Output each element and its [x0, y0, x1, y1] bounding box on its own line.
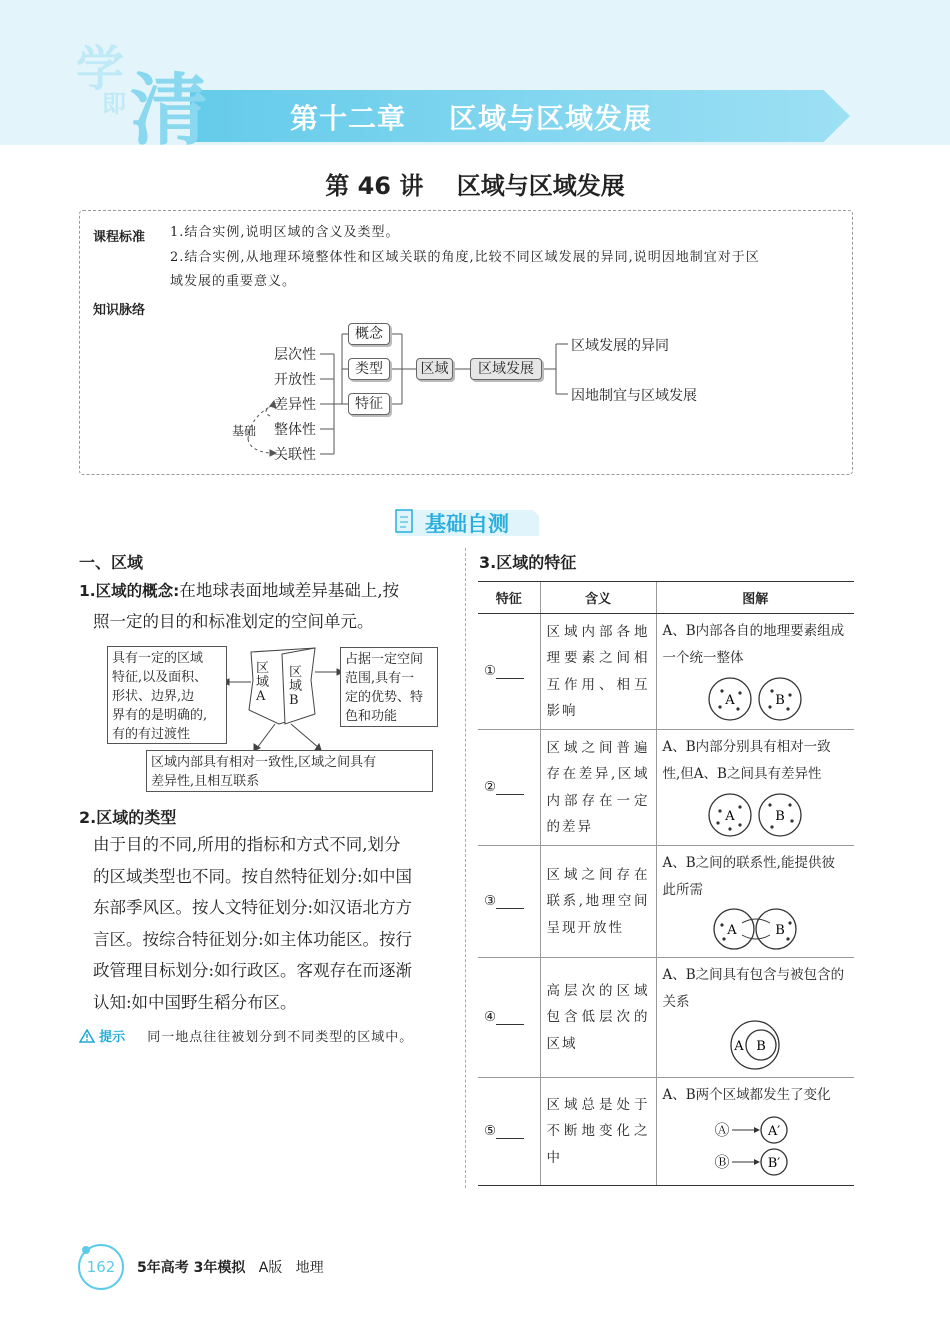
trait-correlation: 关联性	[274, 447, 316, 463]
illustration-text: A、B之间的联系性,能提供彼此所需	[662, 855, 835, 898]
concept-box-right	[340, 647, 438, 727]
mm-box-region: 区域	[416, 358, 453, 380]
outcome-similarity: 区域发展的异同	[571, 338, 669, 354]
illustration-text: A、B内部各自的地理要素组成一个统一整体	[662, 623, 845, 666]
illustration-text: A、B之间具有包含与被包含的关系	[662, 967, 845, 1010]
section-title-region: 一、区域	[79, 553, 144, 572]
table-row	[478, 730, 854, 846]
region-a-char: 区	[256, 661, 270, 676]
concept-box-bottom	[146, 750, 433, 792]
logo-char: 学	[76, 41, 125, 97]
header-meaning: 含义	[540, 582, 656, 614]
label-b: B	[775, 923, 786, 938]
course-standard-box	[79, 210, 853, 475]
box-line: 界有的是明确的,	[112, 708, 208, 723]
box-line: 有的有过渡性	[112, 727, 191, 742]
label-a: A	[725, 693, 735, 708]
box-line: 差异性,且相互联系	[151, 774, 260, 789]
box-line: 特征,以及面积、	[112, 670, 208, 685]
features-table	[478, 581, 854, 1186]
illustration-cell	[656, 846, 854, 958]
standard-item: 1.结合实例,说明区域的含义及类型。	[170, 225, 400, 240]
integrity-diagram	[700, 675, 810, 723]
table-row	[478, 958, 854, 1078]
label-b: B	[756, 1039, 767, 1054]
illustration-cell	[656, 730, 854, 846]
row-number: ②	[484, 779, 497, 796]
table-header	[478, 582, 854, 614]
footer-book: 5年高考 3年模拟	[137, 1260, 246, 1276]
answer-blank[interactable]	[496, 781, 524, 795]
types-line: 政管理目标划分:如行政区。客观存在而逐渐	[93, 961, 413, 980]
column-divider	[465, 548, 466, 1188]
meaning-cell: 区域之间普遍存在差异,区域内部存在一定的差异	[540, 730, 656, 846]
mindmap-lines	[80, 211, 854, 476]
row-number: ④	[484, 1009, 497, 1026]
box-line: 区域内部具有相对一致性,区域之间具有	[151, 755, 377, 770]
answer-blank[interactable]	[496, 1125, 524, 1139]
warning-icon	[79, 1029, 95, 1043]
meaning-cell: 高层次的区域包含低层次的区域	[540, 958, 656, 1078]
types-line: 的区域类型也不同。按自然特征划分:如中国	[93, 867, 413, 886]
section-banner-text: 基础自测	[425, 512, 509, 536]
change-diagram	[710, 1113, 800, 1179]
types-line: 由于目的不同,所用的指标和方式不同,划分	[93, 835, 401, 854]
region-b-char: 区	[289, 665, 303, 680]
concept-line2: 照一定的目的和标准划定的空间单元。	[93, 612, 374, 631]
trait-hierarchy: 层次性	[274, 347, 316, 363]
answer-blank[interactable]	[496, 1011, 524, 1025]
footer-edition: A版	[258, 1260, 283, 1276]
basis-label: 基础	[232, 424, 257, 438]
logo-char: 即	[102, 90, 126, 118]
meaning-cell: 区域总是处于不断地变化之中	[540, 1078, 656, 1186]
mm-box-feature: 特征	[348, 393, 390, 415]
label-a: A	[725, 809, 735, 824]
label-b: B	[775, 809, 786, 824]
table-row	[478, 614, 854, 730]
trait-integrity: 整体性	[274, 422, 316, 438]
footer-subject: 地理	[295, 1260, 324, 1276]
label-a-prime: A′	[768, 1123, 781, 1139]
box-line: 色和功能	[345, 709, 398, 724]
box-line: 形状、边界,边	[112, 689, 195, 704]
tip-label: 提示	[99, 1030, 126, 1045]
correlation-diagram	[700, 907, 810, 951]
concept-line1: 在地球表面地域差异基础上,按	[179, 581, 400, 600]
box-line: 范围,具有一	[345, 671, 415, 686]
trait-difference: 差异性	[274, 397, 316, 413]
header-feature: 特征	[478, 582, 540, 614]
label-b-prime: B′	[767, 1155, 781, 1171]
box-line: 具有一定的区域	[112, 651, 204, 666]
label-a-circled: Ⓐ	[714, 1120, 730, 1139]
standard-item: 域发展的重要意义。	[170, 274, 297, 289]
section-banner	[393, 506, 539, 538]
answer-blank[interactable]	[496, 895, 524, 909]
concept-lead: 1.区域的概念:	[79, 582, 180, 600]
difference-diagram	[700, 791, 810, 839]
region-b-label	[289, 666, 302, 708]
concept-paragraph	[79, 575, 399, 608]
footer-book-info	[137, 1257, 324, 1277]
types-title: 2.区域的类型	[79, 808, 177, 827]
tip	[79, 1026, 413, 1045]
lecture-title: 第 46 讲 区域与区域发展	[325, 172, 625, 200]
answer-blank[interactable]	[496, 665, 524, 679]
row-number: ③	[484, 893, 497, 910]
region-a-char: 域	[256, 675, 270, 690]
logo	[72, 30, 212, 156]
chapter-title: 第十二章 区域与区域发展	[290, 102, 652, 135]
meaning-cell: 区域之间存在联系,地理空间呈现开放性	[540, 846, 656, 958]
illustration-cell	[656, 1078, 854, 1186]
illustration-text: A、B两个区域都发生了变化	[662, 1087, 831, 1103]
table-row	[478, 846, 854, 958]
outcome-adaptation: 因地制宜与区域发展	[571, 388, 697, 404]
feature-cell	[478, 958, 540, 1078]
illustration-cell	[656, 614, 854, 730]
feature-cell	[478, 614, 540, 730]
concept-box-left	[107, 646, 227, 744]
region-a-label	[256, 662, 269, 704]
knowledge-label: 知识脉络	[93, 303, 146, 318]
section-title-features: 3.区域的特征	[479, 553, 577, 572]
types-line: 认知:如中国野生稻分布区。	[93, 993, 297, 1012]
course-standard-label: 课程标准	[93, 230, 146, 245]
region-b-char: 域	[289, 679, 303, 694]
page-number: 162	[78, 1244, 124, 1290]
label-b: B	[775, 693, 786, 708]
row-number: ⑤	[484, 1123, 497, 1139]
logo-char: 清	[130, 66, 209, 156]
hierarchy-diagram	[725, 1019, 785, 1071]
table-row	[478, 1078, 854, 1186]
header-illustration: 图解	[656, 582, 854, 614]
types-line: 言区。按综合特征划分:如主体功能区。按行	[93, 930, 413, 949]
feature-cell	[478, 1078, 540, 1186]
tip-text: 同一地点往往被划分到不同类型的区域中。	[147, 1030, 414, 1045]
box-line: 占据一定空间	[345, 652, 424, 667]
label-a: A	[727, 923, 737, 938]
types-line: 东部季风区。按人文特征划分:如汉语北方方	[93, 898, 413, 917]
page-dot	[82, 1246, 90, 1254]
label-b-circled: Ⓑ	[714, 1152, 730, 1171]
feature-cell	[478, 730, 540, 846]
row-number: ①	[484, 663, 497, 680]
mm-box-concept: 概念	[348, 323, 390, 345]
illustration-text: A、B内部分别具有相对一致性,但A、B之间具有差异性	[662, 739, 831, 782]
region-b-char: B	[289, 693, 299, 708]
box-line: 定的优势、特	[345, 690, 424, 705]
mm-box-development: 区域发展	[470, 358, 542, 380]
meaning-cell: 区域内部各地理要素之间相互作用、相互影响	[540, 614, 656, 730]
label-a: A	[734, 1039, 744, 1054]
feature-cell	[478, 846, 540, 958]
trait-openness: 开放性	[274, 372, 316, 388]
mm-box-type: 类型	[348, 358, 390, 380]
region-a-char: A	[256, 689, 266, 704]
illustration-cell	[656, 958, 854, 1078]
standard-item: 2.结合实例,从地理环境整体性和区域关联的角度,比较不同区域发展的异同,说明因地制宜对于区	[170, 250, 760, 265]
